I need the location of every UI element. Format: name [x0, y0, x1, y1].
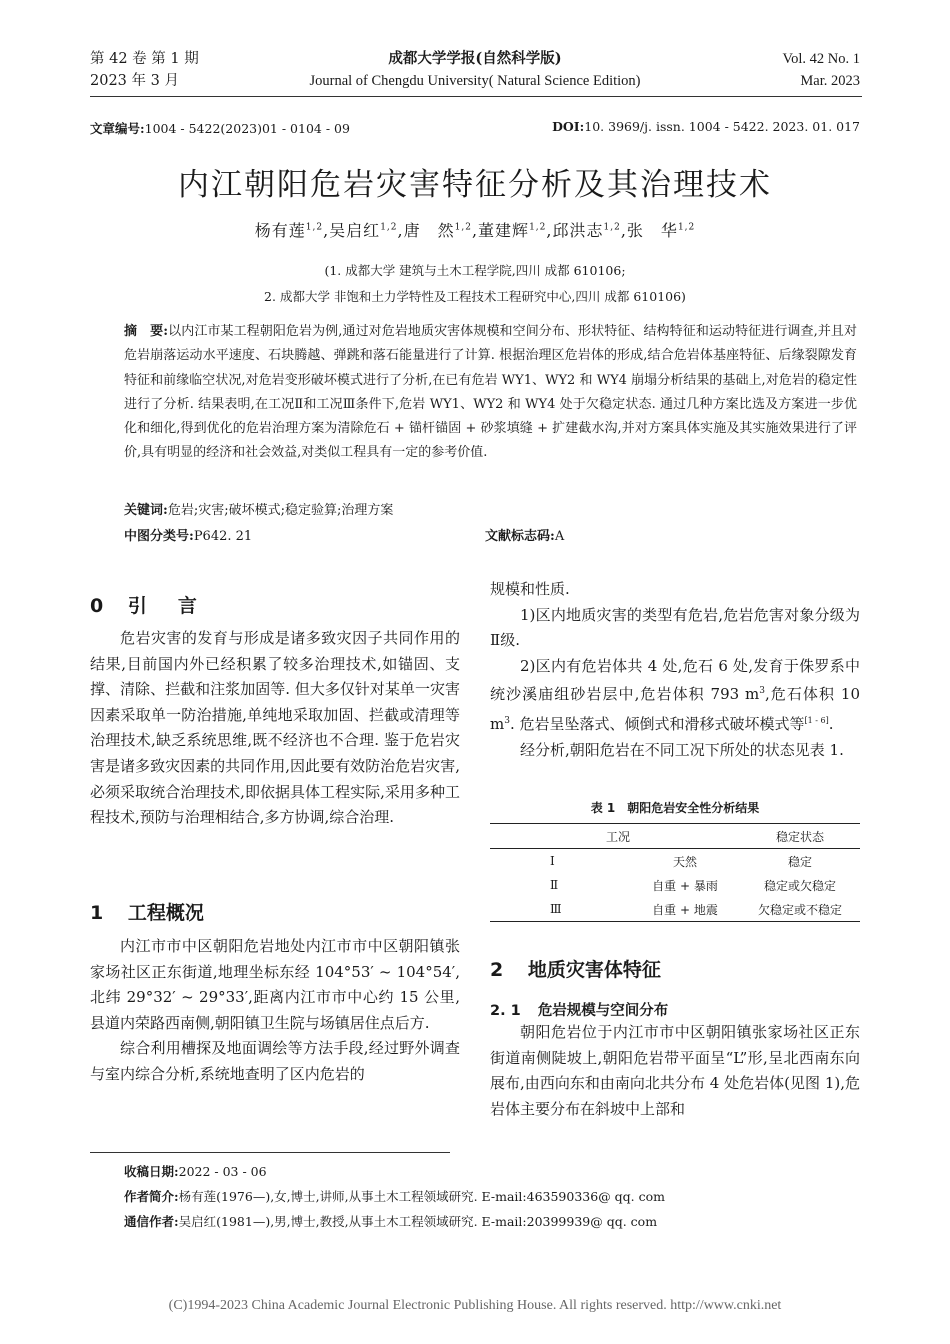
- section-1-heading: 1 工程概况: [90, 902, 204, 924]
- author-affiliation-marker: 1,2: [603, 222, 621, 233]
- paragraph: 内江市市中区朝阳危岩地处内江市市中区朝阳镇张家场社区正东街道,地理坐标东经 104°53′ ~ 104°54′,北纬 29°32′ ~ 29°33′,距离内江市市中心约 15 公里,县道内荣路西南侧,朝阳镇卫生院与场镇居住点后方.: [90, 937, 460, 1032]
- author-affiliation-marker: 1,2: [677, 222, 696, 233]
- affiliation-2: 2. 成都大学 非饱和土力学特性及工程技术工程研究中心,四川 成都 610106): [264, 289, 686, 304]
- copyright-line: (C)1994-2023 China Academic Journal Electronic Publishing House. All rights reserved. http://www.cnki.net: [168, 1298, 782, 1313]
- table-header-cell: 稳定状态: [775, 829, 824, 844]
- author-affiliation-marker: 1,2: [529, 222, 547, 233]
- volume-en: Vol. 42 No. 1: [782, 51, 860, 67]
- keywords: 关键词:危岩;灾害;破坏模式;稳定验算;治理方案: [124, 503, 394, 518]
- paragraph: 危岩灾害的发育与形成是诸多致灾因子共同作用的结果,目前国内外已经积累了较多治理技术,如锚固、支撑、清除、拦截和注浆加固等. 但大多仅针对某单一灾害因素采取单一防治措施,单纯地采取加固、拦截或清理等治理技术,缺乏系统思维,既不经济也不合理. 鉴于危岩灾害是诸多致灾因素的共同作用,因此要有效防治危岩灾害,必须采取统合治理技术,即依据具体工程实际,采用多种工程技术,预防与治理相结合,多方协调,综合治理.: [90, 629, 460, 827]
- section-1-continued: [490, 577, 860, 763]
- list-item: 1)区内地质灾害的类型有危岩,危岩危害对象分级为Ⅱ级.: [490, 605, 860, 650]
- doi: DOI:10. 3969/j. issn. 1004 - 5422. 2023. 01. 017: [552, 119, 860, 134]
- paper-title: 内江朝阳危岩灾害特征分析及其治理技术: [178, 167, 772, 203]
- article-number: 文章编号:1004 - 5422(2023)01 - 0104 - 09: [90, 121, 350, 136]
- author-name: 唐 然: [403, 221, 455, 240]
- header-right: [783, 48, 860, 92]
- author-separator: ,: [397, 221, 404, 240]
- author-name: 吴启红: [329, 221, 381, 240]
- clc-number: 中图分类号:P642. 21: [124, 529, 253, 544]
- author-separator: ,: [620, 221, 627, 240]
- section-1-body: [90, 934, 460, 1088]
- journal-name-cn: 成都大学学报(自然科学版): [388, 50, 562, 67]
- citation: [1 - 6]: [804, 715, 829, 725]
- author-name: 邱洪志: [552, 221, 604, 240]
- footnote-author-bio: 作者简介:杨有莲(1976—),女,博士,讲师,从事土木工程领域研究. E-mail:463590336@ qq. com: [124, 1189, 666, 1204]
- author-separator: ,: [323, 221, 330, 240]
- footnote-rule: [90, 1152, 450, 1153]
- paragraph: 经分析,朝阳危岩在不同工况下所处的状态见表 1.: [520, 740, 844, 759]
- author-affiliation-marker: 1,2: [454, 222, 472, 233]
- header-rule: [90, 96, 862, 97]
- author-list: [0, 218, 950, 241]
- author-affiliation-marker: 1,2: [380, 222, 398, 233]
- abstract-label: 摘 要:: [124, 324, 169, 339]
- section-2-body: [490, 1020, 860, 1122]
- abstract-text: 以内江市某工程朝阳危岩为例,通过对危岩地质灾害体规模和空间分布、形状特征、结构特征和运动特征进行调查,并且对危岩崩落运动水平速度、石块腾越、弹跳和落石能量进行了计算. 根据治理区危岩体的形成,结合危岩体基座特征、后缘裂隙发育特征和前缘临空状况,对危岩变形破坏模式进行了分析,在已有危岩 WY1、WY2 和 WY4 崩塌分析结果的基础上,对危岩的稳定性进行了分析. 结果表明,在工况Ⅱ和工况Ⅲ条件下,危岩 WY1、WY2 和 WY4 处于欠稳定状态. 通过几种方案比选及方案进一步优化和细化,得到优化的危岩治理方案为清除危石 + 锚杆锚固 + 砂浆填缝 + 扩建截水沟,并对方案具体实施及其实施效果进行了评价,具有明显的经济和社会效益,对类似工程具有一定的参考价值.: [124, 324, 857, 461]
- footnote-corresponding-author: 通信作者:吴启红(1981—),男,博士,教授,从事土木工程领域研究. E-mail:20399939@ qq. com: [124, 1214, 658, 1229]
- paragraph: 朝阳危岩位于内江市市中区朝阳镇张家场社区正东街道南侧陡坡上,朝阳危岩带平面呈“L”形,呈北西南东向展布,由西向东和由南向北共分布 4 处危岩体(见图 1),危岩体主要分布在斜坡中上部和: [490, 1023, 860, 1118]
- abstract: [124, 320, 857, 466]
- table-1-caption: 表 1 朝阳危岩安全性分析结果: [590, 801, 760, 815]
- table-header-cell: 工况: [605, 829, 630, 844]
- list-item: 2)区内有危岩体共 4 处,危石 6 处,发育于侏罗系中统沙溪庙组砂岩层中,危岩体积 793 $m^3$,危石体积 10 $m^3$. 危岩呈坠落式、倾倒式和滑移式破坏模式等[1 - 6].: [490, 656, 860, 733]
- section-0-body: [90, 626, 460, 831]
- author-affiliation-marker: 1,2: [305, 222, 324, 233]
- pub-date: 2023 年 3 月: [90, 73, 179, 89]
- author-name: 杨有莲: [254, 221, 306, 240]
- table-header-cell: [630, 824, 740, 849]
- subsection-2-1-heading: 2. 1 危岩规模与空间分布: [490, 1003, 669, 1019]
- document-code: 文献标志码:A: [485, 529, 565, 544]
- volume-issue: 第 42 卷 第 1 期: [90, 51, 199, 67]
- author-name: 董建辉: [478, 221, 530, 240]
- author-separator: ,: [471, 221, 479, 240]
- author-separator: ,: [546, 221, 553, 240]
- table-row: Ⅰ 天然 稳定: [550, 854, 812, 869]
- footnote-received: 收稿日期:2022 - 03 - 06: [124, 1164, 267, 1179]
- date-en: Mar. 2023: [800, 73, 860, 89]
- author-name: 张 华: [626, 221, 678, 240]
- section-2-heading: 2 地质灾害体特征: [490, 959, 661, 981]
- paragraph: 综合利用槽探及地面调绘等方法手段,经过野外调查与室内综合分析,系统地查明了区内危岩的: [90, 1039, 460, 1083]
- table-row: Ⅱ 自重 + 暴雨 稳定或欠稳定: [550, 878, 836, 893]
- affiliation-1: (1. 成都大学 建筑与土木工程学院,四川 成都 610106;: [324, 263, 626, 278]
- journal-name-en: Journal of Chengdu University( Natural Science Edition): [309, 73, 641, 89]
- table-1: [490, 823, 860, 922]
- section-0-heading: 0 引 言: [90, 595, 203, 617]
- paragraph: 规模和性质.: [490, 580, 570, 598]
- table-row: Ⅲ 自重 + 地震 欠稳定或不稳定: [550, 902, 842, 917]
